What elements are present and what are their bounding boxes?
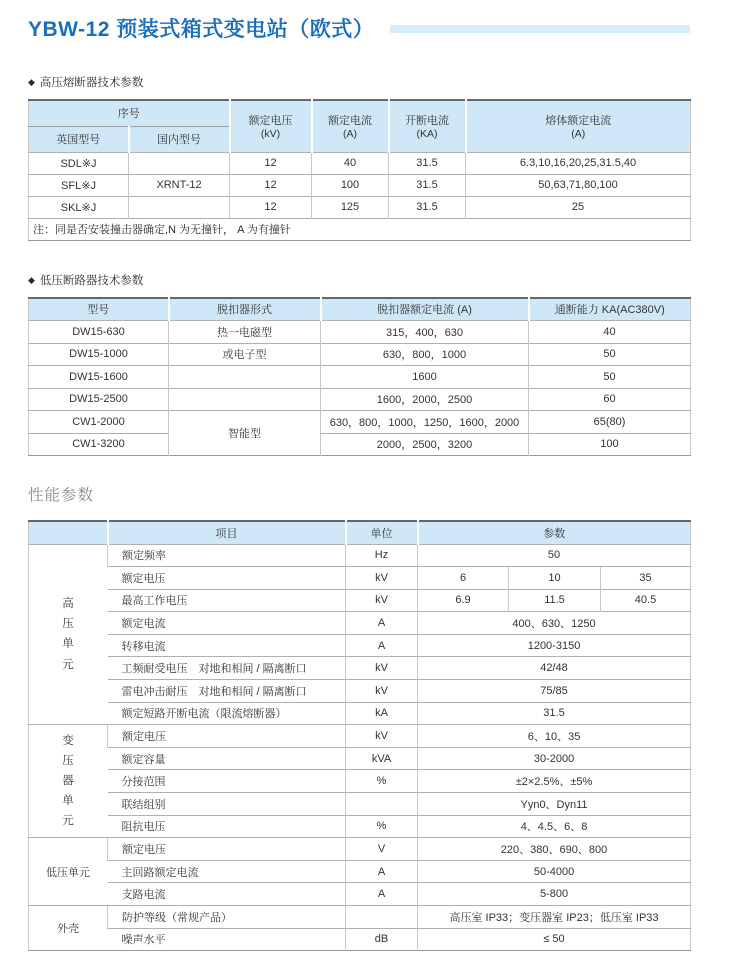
vertical-group-text: 变压器单元 bbox=[62, 734, 74, 828]
cell-unit: kVA bbox=[346, 747, 418, 770]
header-row bbox=[29, 298, 691, 321]
header-line: 熔体额定电流 bbox=[545, 115, 612, 128]
cell-value: 1200-3150 bbox=[418, 634, 691, 657]
cell-value: 50 bbox=[418, 544, 691, 567]
cell-cn-model bbox=[129, 152, 230, 174]
cell-value: 5-800 bbox=[418, 883, 691, 906]
cell-value: 高压室 IP33；变压器室 IP23；低压室 IP33 bbox=[418, 906, 691, 929]
cell-item: 工频耐受电压 对地和相间 / 隔离断口 bbox=[108, 657, 346, 680]
cell-unit: A bbox=[346, 634, 418, 657]
cell-a: 100 bbox=[312, 174, 389, 196]
table-row bbox=[29, 838, 691, 861]
col-header-trip-type: 脱扣器形式 bbox=[169, 298, 321, 321]
cell-value: ±2×2.5%、±5% bbox=[418, 770, 691, 793]
cell-fuse-current: 6.3,10,16,20,25,31.5,40 bbox=[466, 152, 691, 174]
table-row bbox=[29, 793, 691, 816]
col-header-serial: 序号 bbox=[29, 100, 230, 126]
group-label-hv-unit bbox=[29, 544, 108, 725]
cell-value: 220、380、690、800 bbox=[418, 838, 691, 861]
table-row bbox=[29, 589, 691, 612]
cell-unit bbox=[346, 906, 418, 929]
cell-value: 31.5 bbox=[418, 702, 691, 725]
lv-breaker-table bbox=[28, 297, 691, 457]
table-row bbox=[29, 152, 691, 174]
cell-kv: 12 bbox=[230, 196, 312, 218]
cell-item: 额定频率 bbox=[108, 544, 346, 567]
cell-unit: V bbox=[346, 838, 418, 861]
cell-capacity: 60 bbox=[529, 388, 691, 411]
cell-unit: kV bbox=[346, 725, 418, 748]
cell-unit: kV bbox=[346, 657, 418, 680]
table-row bbox=[29, 321, 691, 344]
cell-item: 额定电压 bbox=[108, 838, 346, 861]
group-label-lv-unit bbox=[29, 838, 108, 906]
table-row bbox=[29, 567, 691, 590]
cell-cn-model bbox=[129, 196, 230, 218]
group-text: 低压单元 bbox=[46, 866, 90, 879]
cell-model: DW15-630 bbox=[29, 321, 169, 344]
cell-value: 40.5 bbox=[601, 589, 691, 612]
cell-ka: 31.5 bbox=[389, 152, 466, 174]
cell-item: 雷电冲击耐压 对地和相间 / 隔离断口 bbox=[108, 680, 346, 703]
title-bar bbox=[28, 0, 690, 43]
col-header-fuse-rated-current bbox=[466, 100, 691, 152]
table-note: 注：同是否安装撞击器确定,N 为无撞针， A 为有撞针 bbox=[29, 218, 691, 240]
group-label-transformer-unit bbox=[29, 725, 108, 838]
cell-capacity: 65(80) bbox=[529, 411, 691, 434]
cell-item: 额定电压 bbox=[108, 725, 346, 748]
cell-value: 4、4.5、6、8 bbox=[418, 815, 691, 838]
cell-value: 11.5 bbox=[509, 589, 601, 612]
group-text: 外壳 bbox=[57, 923, 79, 936]
cell-unit: A bbox=[346, 883, 418, 906]
cell-uk-model: SDL※J bbox=[29, 152, 129, 174]
cell-cn-model: XRNT-12 bbox=[129, 174, 230, 196]
cell-value: 35 bbox=[601, 567, 691, 590]
table-row bbox=[29, 747, 691, 770]
cell-trip-type: 智能型 bbox=[169, 411, 321, 456]
diamond-bullet-icon: ◆ bbox=[28, 274, 35, 285]
table-row bbox=[29, 634, 691, 657]
table-row bbox=[29, 815, 691, 838]
cell-unit: A bbox=[346, 612, 418, 635]
section-heading-lv-breaker bbox=[28, 272, 690, 288]
cell-item: 联结组别 bbox=[108, 793, 346, 816]
table-row bbox=[29, 411, 691, 434]
cell-item: 主回路额定电流 bbox=[108, 860, 346, 883]
cell-uk-model: SKL※J bbox=[29, 196, 129, 218]
cell-a: 125 bbox=[312, 196, 389, 218]
col-header-group bbox=[29, 521, 108, 544]
cell-item: 防护等级（常规产品） bbox=[108, 906, 346, 929]
cell-item: 最高工作电压 bbox=[108, 589, 346, 612]
header-line: 开断电流 bbox=[405, 115, 449, 128]
table-row bbox=[29, 680, 691, 703]
cell-trip-type bbox=[169, 366, 321, 389]
section-heading-hv-fuse bbox=[28, 74, 690, 90]
cell-item: 转移电流 bbox=[108, 634, 346, 657]
cell-unit: kV bbox=[346, 567, 418, 590]
cell-kv: 12 bbox=[230, 174, 312, 196]
vertical-group-text: 高压单元 bbox=[62, 598, 74, 671]
table-row bbox=[29, 928, 691, 951]
section-heading-text: 低压断路器技术参数 bbox=[39, 274, 144, 287]
cell-item: 额定电流 bbox=[108, 612, 346, 635]
cell-item: 支路电流 bbox=[108, 883, 346, 906]
cell-capacity: 100 bbox=[529, 433, 691, 456]
table-row bbox=[29, 657, 691, 680]
cell-fuse-current: 50,63,71,80,100 bbox=[466, 174, 691, 196]
cell-unit: dB bbox=[346, 928, 418, 951]
cell-value: Yyn0、Dyn11 bbox=[418, 793, 691, 816]
col-header-param: 参数 bbox=[418, 521, 691, 544]
header-unit: (A) bbox=[343, 128, 357, 141]
header-line: 额定电压 bbox=[248, 115, 293, 128]
cell-trip-current: 630，800，1000，1250，1600，2000 bbox=[321, 411, 529, 434]
cell-trip-current: 315，400，630 bbox=[321, 321, 529, 344]
cell-capacity: 40 bbox=[529, 321, 691, 344]
cell-value: 400、630、1250 bbox=[418, 612, 691, 635]
cell-ka: 31.5 bbox=[389, 196, 466, 218]
cell-kv: 12 bbox=[230, 152, 312, 174]
table-row bbox=[29, 770, 691, 793]
col-header-model: 型号 bbox=[29, 298, 169, 321]
cell-unit: A bbox=[346, 860, 418, 883]
cell-unit bbox=[346, 793, 418, 816]
cell-a: 40 bbox=[312, 152, 389, 174]
cell-item: 额定电压 bbox=[108, 567, 346, 590]
cell-item: 噪声水平 bbox=[108, 928, 346, 951]
cell-trip-type: 或电子型 bbox=[169, 343, 321, 366]
cell-item: 阻抗电压 bbox=[108, 815, 346, 838]
header-unit: (A) bbox=[571, 128, 586, 141]
section-heading-text: 高压熔断器技术参数 bbox=[39, 77, 144, 89]
cell-value: 6.9 bbox=[418, 589, 509, 612]
col-header-unit: 单位 bbox=[346, 521, 418, 544]
cell-capacity: 50 bbox=[529, 343, 691, 366]
cell-trip-current: 1600 bbox=[321, 366, 529, 389]
cell-unit: % bbox=[346, 815, 418, 838]
cell-unit: kV bbox=[346, 680, 418, 703]
col-header-rated-current bbox=[312, 100, 389, 152]
cell-model: DW15-1000 bbox=[29, 343, 169, 366]
cell-capacity: 50 bbox=[529, 366, 691, 389]
performance-table bbox=[28, 520, 691, 951]
cell-trip-current: 2000，2500，3200 bbox=[321, 433, 529, 456]
cell-item: 额定容量 bbox=[108, 747, 346, 770]
cell-item: 额定短路开断电流（限流熔断器） bbox=[108, 702, 346, 725]
col-header-uk-model: 英国型号 bbox=[29, 126, 129, 152]
col-header-rated-voltage bbox=[230, 100, 312, 152]
cell-value: 6、10、35 bbox=[418, 725, 691, 748]
cell-value: 10 bbox=[509, 567, 601, 590]
header-row bbox=[29, 521, 691, 544]
cell-value: 42/48 bbox=[418, 657, 691, 680]
table-row bbox=[29, 860, 691, 883]
cell-unit: kV bbox=[346, 589, 418, 612]
cell-trip-current: 630，800，1000 bbox=[321, 343, 529, 366]
cell-uk-model: SFL※J bbox=[29, 174, 129, 196]
table-row bbox=[29, 366, 691, 389]
table-row bbox=[29, 343, 691, 366]
cell-ka: 31.5 bbox=[389, 174, 466, 196]
cell-fuse-current: 25 bbox=[466, 196, 691, 218]
table-row bbox=[29, 883, 691, 906]
cell-item: 分接范围 bbox=[108, 770, 346, 793]
table-row bbox=[29, 433, 691, 456]
header-unit: (kV) bbox=[260, 128, 281, 141]
table-row bbox=[29, 544, 691, 567]
cell-model: DW15-1600 bbox=[29, 366, 169, 389]
col-header-item: 项目 bbox=[108, 521, 346, 544]
page-title: YBW-12 预装式箱式变电站（欧式） bbox=[28, 18, 375, 41]
title-decoration-bar bbox=[390, 25, 690, 33]
header-line: 额定电流 bbox=[328, 115, 372, 128]
col-header-cn-model: 国内型号 bbox=[129, 126, 230, 152]
cell-model: DW15-2500 bbox=[29, 388, 169, 411]
cell-trip-type bbox=[169, 388, 321, 411]
cell-model: CW1-3200 bbox=[29, 433, 169, 456]
cell-value: 50-4000 bbox=[418, 860, 691, 883]
header-unit: (KA) bbox=[416, 128, 438, 141]
cell-unit: % bbox=[346, 770, 418, 793]
table-row bbox=[29, 174, 691, 196]
table-row bbox=[29, 196, 691, 218]
cell-value: 75/85 bbox=[418, 680, 691, 703]
cell-value: ≤ 50 bbox=[418, 928, 691, 951]
col-header-trip-current: 脱扣器额定电流 (A) bbox=[321, 298, 529, 321]
cell-trip-type: 热一电磁型 bbox=[169, 321, 321, 344]
table-note-row bbox=[29, 218, 691, 240]
header-row-1 bbox=[29, 100, 691, 126]
table-row bbox=[29, 388, 691, 411]
page bbox=[28, 0, 690, 951]
group-label-enclosure bbox=[29, 906, 108, 951]
table-row bbox=[29, 906, 691, 929]
col-header-capacity: 通断能力 KA(AC380V) bbox=[529, 298, 691, 321]
cell-value: 6 bbox=[418, 567, 509, 590]
hv-fuse-table bbox=[28, 99, 691, 241]
table-row bbox=[29, 702, 691, 725]
cell-unit: Hz bbox=[346, 544, 418, 567]
table-row bbox=[29, 612, 691, 635]
cell-model: CW1-2000 bbox=[29, 411, 169, 434]
diamond-bullet-icon: ◆ bbox=[28, 77, 35, 87]
cell-trip-current: 1600，2000，2500 bbox=[321, 388, 529, 411]
section-heading-performance: 性能参数 bbox=[28, 487, 95, 504]
table-row bbox=[29, 725, 691, 748]
col-header-breaking-current bbox=[389, 100, 466, 152]
cell-unit: kA bbox=[346, 702, 418, 725]
cell-value: 30-2000 bbox=[418, 747, 691, 770]
